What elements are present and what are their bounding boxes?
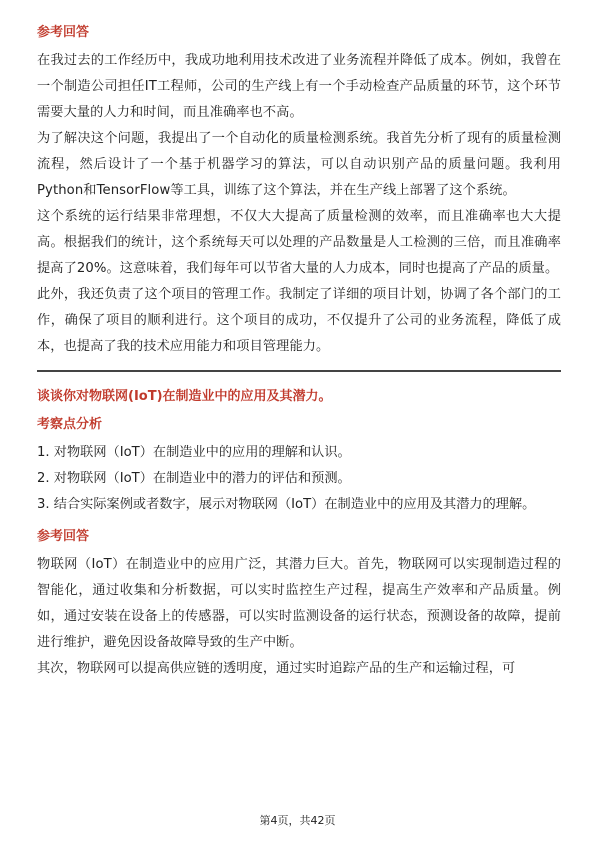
section-heading-analysis: 考察点分析 — [37, 417, 103, 432]
section-heading-reference-answer: 参考回答 — [37, 25, 90, 40]
list-item: 2. 对物联网（IoT）在制造业中的潜力的评估和预测。 — [37, 471, 351, 486]
document-page — [37, 22, 561, 682]
section-divider — [37, 370, 561, 372]
paragraph: 此外，我还负责了这个项目的管理工作。我制定了详细的项目计划，协调了各个部门的工作，确保了项目的顺利进行。这个项目的成功，不仅提升了公司的业务流程，降低了成本，也提高了我的技术应用能力和项目管理能力。 — [37, 287, 561, 354]
list-item: 1. 对物联网（IoT）在制造业中的应用的理解和认识。 — [37, 445, 351, 460]
list-item: 3. 结合实际案例或者数字，展示对物联网（IoT）在制造业中的应用及其潜力的理解。 — [37, 497, 536, 512]
question-title: 谈谈你对物联网(IoT)在制造业中的应用及其潜力。 — [37, 389, 332, 404]
analysis-list — [37, 440, 561, 518]
paragraph: 这个系统的运行结果非常理想，不仅大大提高了质量检测的效率，而且准确率也大大提高。根据我们的统计，这个系统每天可以处理的产品数量是人工检测的三倍，而且准确率提高了20%。这意味着，我们每年可以节省大量的人力成本，同时也提高了产品的质量。 — [37, 209, 561, 276]
section-heading-reference-answer: 参考回答 — [37, 529, 90, 544]
paragraph: 物联网（IoT）在制造业中的应用广泛，其潜力巨大。首先，物联网可以实现制造过程的智能化，通过收集和分析数据，可以实时监控生产过程，提高生产效率和产品质量。例如，通过安装在设备上的传感器，可以实时监测设备的运行状态，预测设备的故障，提前进行维护，避免因设备故障导致的生产中断。 — [37, 557, 561, 650]
paragraph: 其次，物联网可以提高供应链的透明度，通过实时追踪产品的生产和运输过程，可 — [37, 661, 516, 676]
page-number-footer: 第4页，共42页 — [259, 814, 336, 827]
paragraph: 在我过去的工作经历中，我成功地利用技术改进了业务流程并降低了成本。例如，我曾在一个制造公司担任IT工程师，公司的生产线上有一个手动检查产品质量的环节，这个环节需要大量的人力和时间，而且准确率也不高。 — [37, 53, 561, 120]
paragraph: 为了解决这个问题，我提出了一个自动化的质量检测系统。我首先分析了现有的质量检测流程，然后设计了一个基于机器学习的算法，可以自动识别产品的质量问题。我利用Python和TensorFlow等工具，训练了这个算法，并在生产线上部署了这个系统。 — [37, 131, 561, 198]
